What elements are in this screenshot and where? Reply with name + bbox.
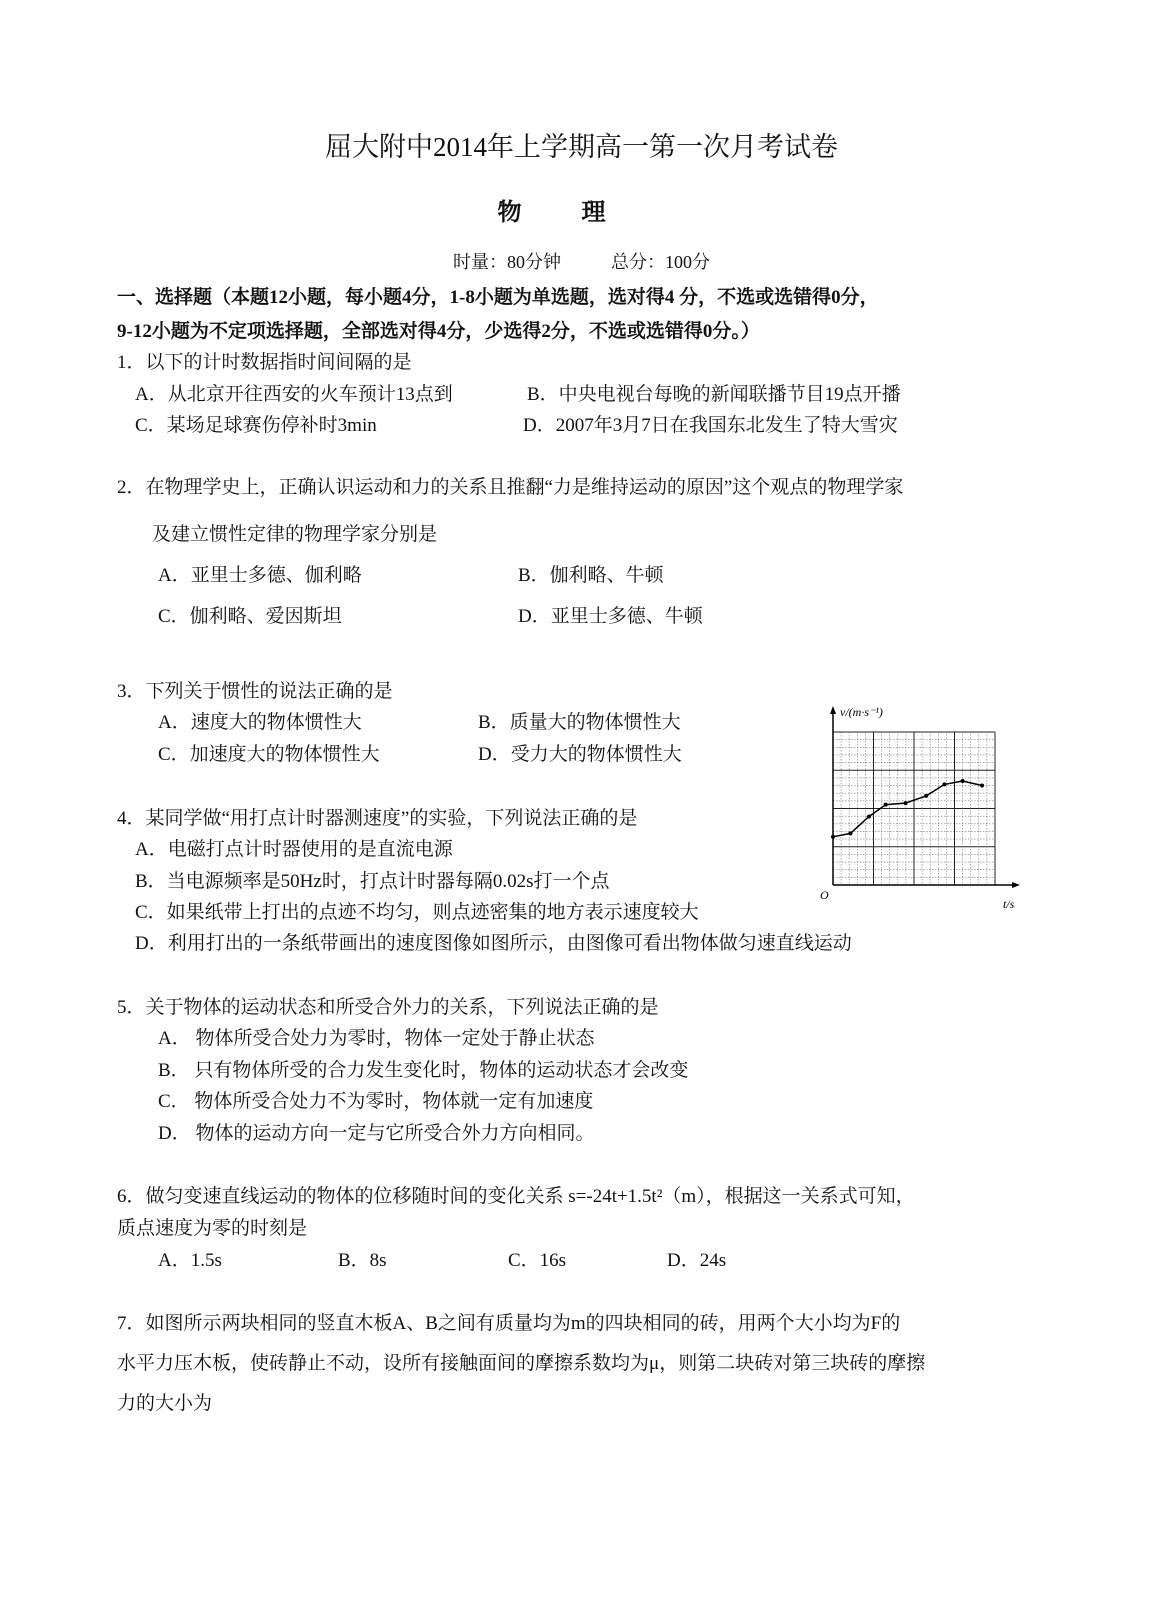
- exam-title: 屈大附中2014年上学期高一第一次月考试卷: [325, 132, 838, 162]
- option: C．加速度大的物体惯性大: [158, 744, 380, 765]
- option: A．从北京开往西安的火车预计13点到: [135, 384, 453, 405]
- option: D．24s: [667, 1250, 727, 1271]
- option: C．某场足球赛伤停补时3min: [135, 415, 377, 436]
- subject-title: 物理: [497, 200, 666, 226]
- data-point: [980, 784, 984, 788]
- option: D． 物体的运动方向一定与它所受合外力方向相同。: [158, 1123, 595, 1144]
- question-4: 4．某同学做“用打点计时器测速度”的实验，下列说法正确的是: [117, 808, 638, 829]
- question-5: 5．关于物体的运动状态和所受合外力的关系，下列说法正确的是: [117, 997, 659, 1018]
- option: C．16s: [508, 1250, 567, 1271]
- option: B．中央电视台每晚的新闻联播节目19点开播: [527, 384, 901, 405]
- option: B．当电源频率是50Hz时，打点计时器每隔0.02s打一个点: [135, 871, 610, 892]
- data-point: [924, 794, 928, 798]
- option: B． 只有物体所受的合力发生变化时，物体的运动状态才会改变: [158, 1060, 689, 1081]
- data-point: [867, 815, 871, 819]
- question-6-cont: 质点速度为零的时刻是: [117, 1218, 308, 1239]
- velocity-time-graph: [818, 700, 1033, 915]
- option: A． 物体所受合处力为零时，物体一定处于静止状态: [158, 1028, 595, 1049]
- option: A．亚里士多德、伽利略: [158, 565, 362, 586]
- data-point: [884, 803, 888, 807]
- y-axis-label: v/(m·s⁻¹): [840, 705, 883, 719]
- option: C．伽利略、爱因斯坦: [158, 606, 342, 627]
- question-7: 7．如图所示两块相同的竖直木板A、B之间有质量均为m的四块相同的砖，用两个大小均为F的: [117, 1313, 901, 1334]
- question-1: 1．以下的计时数据指时间间隔的是: [117, 352, 412, 373]
- option: A．电磁打点计时器使用的是直流电源: [135, 839, 453, 860]
- section-header-cont: 9-12小题为不定项选择题，全部选对得4分，少选得2分，不选或选错得0分。）: [117, 321, 760, 342]
- option: C． 物体所受合处力不为零时，物体就一定有加速度: [158, 1091, 594, 1112]
- option: D．受力大的物体惯性大: [478, 744, 682, 765]
- option: B．8s: [338, 1250, 387, 1271]
- origin-label: O: [820, 888, 829, 902]
- option: D．亚里士多德、牛顿: [518, 606, 703, 627]
- question-6: 6．做匀变速直线运动的物体的位移随时间的变化关系 s=-24t+1.5t²（m），根据这一关系式可知，: [117, 1186, 915, 1207]
- section-header: 一、选择题（本题12小题，每小题4分，1-8小题为单选题，选对得4 分，不选或选错得0分，: [117, 287, 879, 308]
- question-2-cont: 及建立惯性定律的物理学家分别是: [152, 524, 438, 545]
- option: D．利用打出的一条纸带画出的速度图像如图所示，由图像可看出物体做匀速直线运动: [135, 933, 852, 954]
- y-axis-arrow: [830, 706, 836, 714]
- option: B．质量大的物体惯性大: [478, 712, 681, 733]
- option: A．1.5s: [158, 1250, 222, 1271]
- question-3: 3．下列关于惯性的说法正确的是: [117, 681, 393, 702]
- x-axis-arrow: [1012, 882, 1020, 888]
- data-point: [942, 782, 946, 786]
- data-point: [903, 801, 907, 805]
- score-info: 总分：100分: [611, 252, 710, 272]
- exam-meta: [0, 253, 1163, 271]
- data-point: [848, 831, 852, 835]
- data-point: [831, 835, 835, 839]
- question-7-cont: 水平力压木板，使砖静止不动，设所有接触面间的摩擦系数均为μ，则第二块砖对第三块砖的摩擦: [117, 1353, 926, 1374]
- time-info: 时量：80分钟: [453, 252, 561, 272]
- option: B．伽利略、牛顿: [518, 565, 664, 586]
- option: C．如果纸带上打出的点迹不均匀，则点迹密集的地方表示速度较大: [135, 902, 699, 923]
- data-point: [961, 779, 965, 783]
- question-2: 2．在物理学史上，正确认识运动和力的关系且推翻“力是维持运动的原因”这个观点的物理学家: [117, 477, 904, 498]
- question-7-cont: 力的大小为: [117, 1393, 213, 1414]
- option: D．2007年3月7日在我国东北发生了特大雪灾: [523, 415, 898, 436]
- x-axis-label: t/s: [1003, 897, 1015, 911]
- option: A．速度大的物体惯性大: [158, 712, 362, 733]
